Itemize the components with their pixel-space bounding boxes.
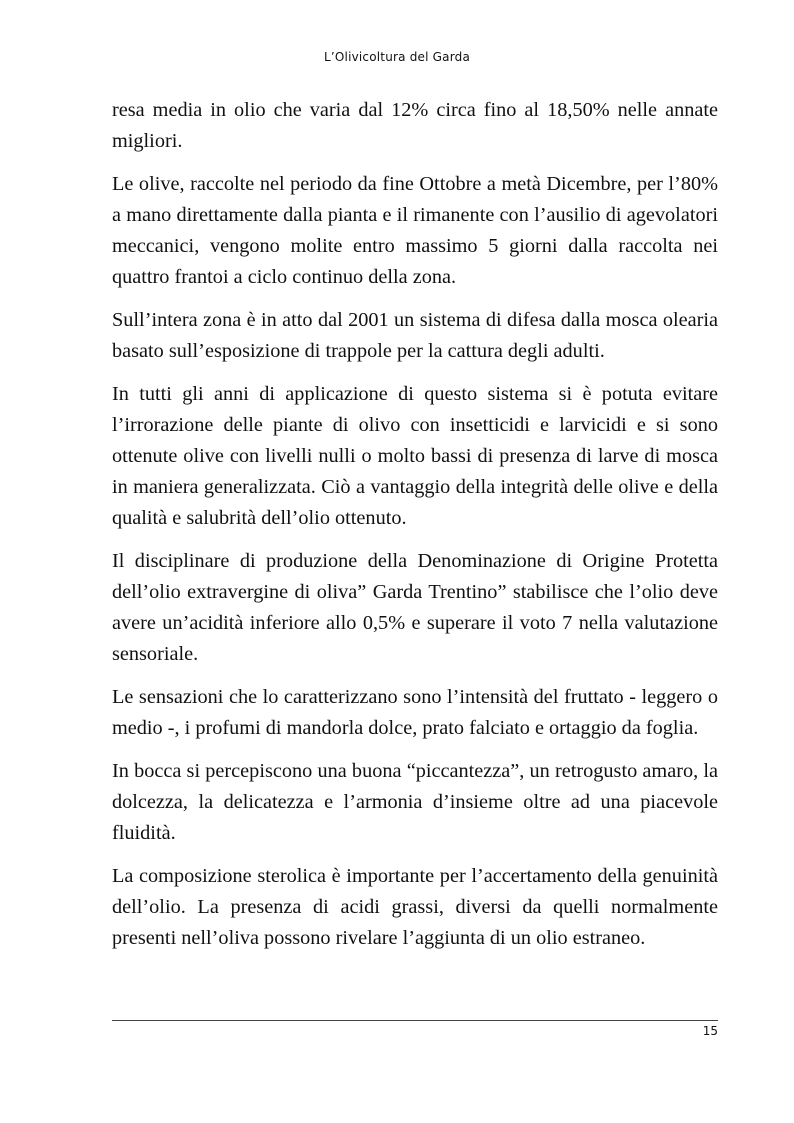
paragraph: Le sensazioni che lo caratterizzano sono l’intensità del fruttato - leggero o medio -, i profumi di mandorla dolce, prato falciato e ortaggio da foglia. <box>112 686 718 739</box>
paragraph: Le olive, raccolte nel periodo da fine Ottobre a metà Dicembre, per l’80% a mano direttamente dalla pianta e il rimanente con l’ausilio di agevolatori meccanici, vengono molite entro massimo 5 giorni dalla raccolta nei quattro frantoi a ciclo continuo della zona. <box>112 173 718 288</box>
paragraph: Sull’intera zona è in atto dal 2001 un sistema di difesa dalla mosca olearia basato sull’esposizione di trappole per la cattura degli adulti. <box>112 309 718 362</box>
paragraph: resa media in olio che varia dal 12% circa fino al 18,50% nelle annate migliori. <box>112 99 718 152</box>
paragraph: La composizione sterolica è importante per l’accertamento della genuinità dell’olio. La presenza di acidi grassi, diversi da quelli normalmente presenti nell’oliva possono rivelare l’aggiunta di un olio estraneo. <box>112 865 718 949</box>
paragraph: In bocca si percepiscono una buona “piccantezza”, un retrogusto amaro, la dolcezza, la delicatezza e l’armonia d’insieme oltre ad una piacevole fluidità. <box>112 760 718 844</box>
paragraph: Il disciplinare di produzione della Denominazione di Origine Protetta dell’olio extravergine di oliva” Garda Trentino” stabilisce che l’olio deve avere un’acidità inferiore allo 0,5% e superare il voto 7 nella valutazione sensoriale. <box>112 550 718 665</box>
footer-divider <box>112 1020 718 1021</box>
paragraph: In tutti gli anni di applicazione di questo sistema si è potuta evitare l’irrorazione delle piante di olivo con insetticidi e larvicidi e si sono ottenute olive con livelli nulli o molto bassi di presenza di larve di mosca in maniera generalizzata. Ciò a vantaggio della integrità delle olive e della qualità e salubrità dell’olio ottenuto. <box>112 383 718 529</box>
page-number: 15 <box>702 1024 718 1038</box>
running-header: L’Olivicoltura del Garda <box>323 50 471 64</box>
body-text <box>112 95 718 966</box>
